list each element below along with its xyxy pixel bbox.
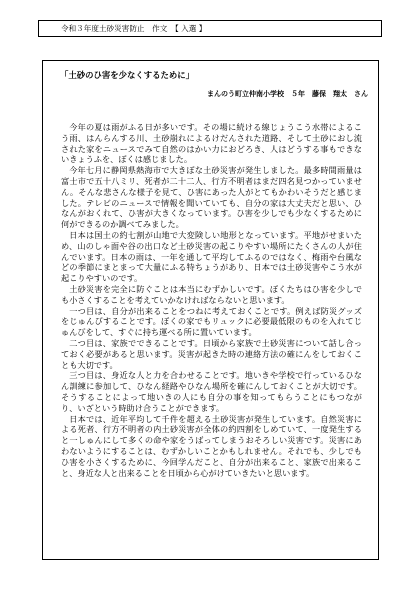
essay-paragraph: 土砂災害を完全に防ぐことは本当にむずかしいです。ぼくたちはひ害を少しでも小さくすることを考えていかなければならないと思います。 <box>61 283 362 305</box>
essay-title: 「土砂のひ害を少なくするために」 <box>60 70 194 80</box>
essay-paragraph: 二つ目は、家族でできることです。日頃から家族で土砂災害について話し合っておく必要があると思います。災害が起きた時の連絡方法の確にんをしておくことも大切です。 <box>61 337 362 370</box>
essay-paragraph: 今年七月に静岡県熱海市で大きぼな土砂災害が発生しました。最多時間雨量は富士市で五十八ミリ、死者が二十二人、行方不明者はまだ四名見つかっていません。そんな悲さんな様子を見て、ひ害にあった人がとてもかわいそうだと感じました。テレビのニュースで情報を聞いていても、自分の家は大丈夫だと思い、ひなんがおくれて、ひ害が大きくなっています。ひ害を少しでも少なくするために何ができるのか調べてみました。 <box>61 165 362 230</box>
essay-paragraph: 日本は国土の約七割が山地で大変険しい地形となっています。平地がせまいため、山のしゃ面や谷の出口など土砂災害の起こりやすい場所にたくさんの人が住んでいます。日本の雨は、一年を通して平均してふるのではなく、梅雨や台風などの季節にまとまって大量にふる特ちょうがあり、日本では土砂災害やこう水が起こりやすいのです。 <box>61 229 362 284</box>
essay-paragraph: 三つ目は、身近な人と力を合わせることです。地いきや学校で行っているひなん訓練に参加して、ひなん経路やひなん場所を確にんしておくことが大切です。そうすることによって地いきの人にも自分の事を知ってもらうことにもつながり、いざという時助け合うことができます。 <box>61 370 362 413</box>
essay-paragraph: 日本では、近年平均して千件を超える土砂災害が発生しています。自然災害による死者、行方不明者の内土砂災害が全体の約四割をしめていて、一度発生すると一しゅんにして多くの命や家をうばってしまうおそろしい災害です。災害にあわないようにすることは、むずかしいことかもしれません。それでも、少しでもひ害を小さくするために、今回学んだこと、自分が出来ること、家族で出来ること、身近な人と出来ることを日頃から心がけていきたいと思います。 <box>61 413 362 478</box>
document-header <box>38 20 382 37</box>
header-label: 令和３年度土砂災害防止 作文 【 入選 】 <box>61 24 207 33</box>
essay-author: まんのう町立仲南小学校 ５年 藤保 翔太 さん <box>207 90 368 98</box>
essay-paragraph: 今年の夏は雨がふる日が多いです。その場に続ける線じょうこう水帯によるこう雨、はんらんする川、土砂崩れによるけだんされた道路、そして土砂におし流された家をニュースでみて自然のはかい力におどろき、人はどうする事もできないきょうふを、ぼくは感じました。 <box>61 122 362 165</box>
essay-paragraph: 一つ目は、自分が出来ることをつねに考えておくことです。例えば防災グッズをじゅんびすることです。ぼくの家でもリュックに必要最低限のものを入れてじゅんびをして、すぐに持ち運べる所に置いています。 <box>61 305 362 338</box>
essay-body <box>61 122 362 478</box>
